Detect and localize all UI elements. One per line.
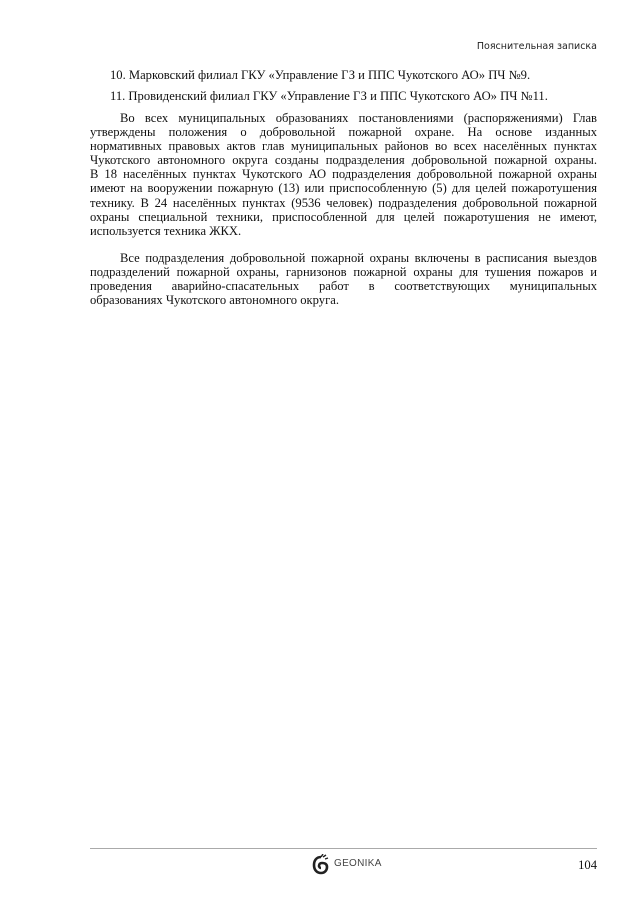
text-line: технику. В 24 населённых пунктах (9536 человек) подразделения добровольной пожарной	[90, 195, 597, 210]
spiral-logo-icon	[312, 854, 330, 876]
paragraph-1	[90, 111, 597, 238]
text-line: нормативных правовых актов глав муниципальных районов во всех населённых пунктах	[90, 139, 597, 154]
page-number: 104	[578, 858, 597, 872]
text-line: Чукотского автономного округа созданы подразделения добровольной пожарной охраны.	[90, 153, 597, 168]
text-line: образованиях Чукотского автономного округа.	[90, 293, 339, 308]
text-line: Во всех муниципальных образованиях постановлениями (распоряжениями) Глав	[120, 111, 597, 125]
text-line: подразделений пожарной охраны, гарнизонов пожарной охраны для тушения пожаров и	[90, 265, 597, 280]
text-line: охраны специальной техники, приспособленной для целей пожаротушения не имеют,	[90, 209, 597, 224]
logo-tagline	[334, 869, 382, 872]
list-item: 10. Марковский филиал ГКУ «Управление ГЗ и ППС Чукотского АО» ПЧ №9.	[110, 68, 531, 82]
paragraph-2	[90, 251, 597, 307]
text-line: В 18 населённых пунктах Чукотского АО подразделения добровольной пожарной охраны	[90, 167, 597, 182]
footer-divider	[90, 848, 597, 849]
logo-text: GEONIKA	[334, 857, 382, 869]
text-line: Все подразделения добровольной пожарной охраны включены в расписания выездов	[120, 251, 597, 265]
text-line: утверждены положения о добровольной пожарной охране. На основе изданных	[90, 125, 597, 140]
geonika-logo	[312, 854, 382, 876]
list-item: 11. Провиденский филиал ГКУ «Управление ГЗ и ППС Чукотского АО» ПЧ №11.	[110, 89, 548, 103]
text-line: используется техника ЖКХ.	[90, 223, 242, 238]
text-line: проведения аварийно-спасательных работ в соответствующих муниципальных	[90, 279, 597, 294]
running-header: Пояснительная записка	[476, 41, 597, 52]
text-line: имеют на вооружении пожарную (13) или приспособленную (5) для целей пожаротушения	[90, 181, 597, 196]
